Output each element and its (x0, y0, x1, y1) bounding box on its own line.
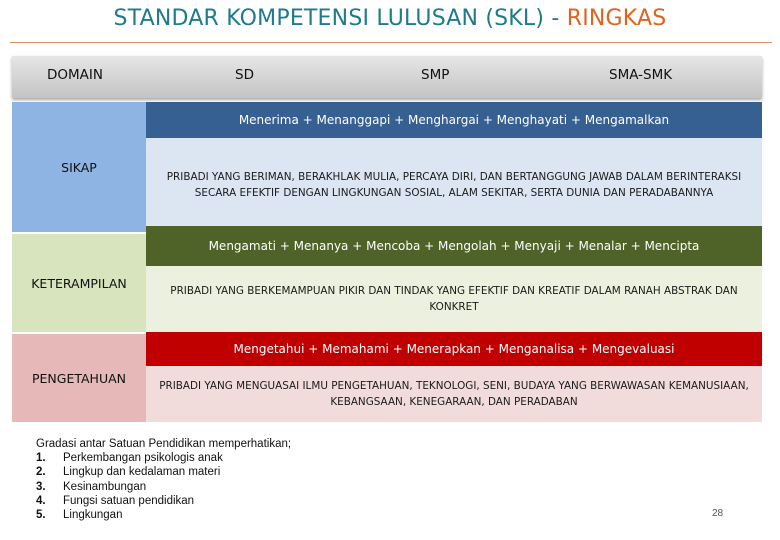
desc-text: PRIBADI YANG BERIMAN, BERAKHLAK MULIA, PERCAYA DIRI, DAN BERTANGGUNG JAWAB DALAM BERINTERAKSI SECARA EFEKTIF DENGAN LINGKUNGAN SOSIAL, ALAM SEKITAR, SERTA DUNIA DAN PERADABANNYA (166, 171, 742, 199)
domain-keterampilan (12, 234, 146, 332)
band-keterampilan (146, 226, 762, 266)
list-number: 3. (36, 480, 46, 493)
desc-pengetahuan (146, 366, 762, 422)
domain-pengetahuan (12, 334, 146, 422)
notes-intro: Gradasi antar Satuan Pendidikan memperhatikan; (36, 438, 292, 450)
list-number: 5. (36, 509, 46, 522)
title-accent: RINGKAS (566, 6, 667, 31)
header-sd: SD (235, 67, 254, 83)
header-sma-smk: SMA-SMK (609, 67, 673, 83)
table-header (12, 56, 762, 98)
header-domain: DOMAIN (47, 67, 103, 83)
list-item (36, 451, 291, 465)
band-label: Mengetahui + Memahami + Menerapkan + Menganalisa + Mengevaluasi (233, 342, 675, 356)
desc-keterampilan (146, 266, 762, 332)
list-text: Fungsi satuan pendidikan (63, 494, 195, 507)
list-number: 2. (36, 466, 46, 479)
page-title (0, 6, 780, 31)
list-text: Perkembangan psikologis anak (63, 452, 223, 465)
list-item (36, 508, 291, 522)
list-text: Lingkungan (63, 509, 123, 522)
domain-label: KETERAMPILAN (31, 275, 127, 291)
header-smp: SMP (421, 67, 450, 83)
title-divider (10, 42, 772, 43)
list-number: 1. (36, 452, 46, 465)
list-text: Kesinambungan (63, 480, 147, 493)
domain-label: PENGETAHUAN (31, 370, 127, 386)
list-item (36, 465, 291, 479)
band-label: Menerima + Menanggapi + Menghargai + Menghayati + Mengamalkan (238, 113, 670, 127)
list-number: 4. (36, 494, 46, 507)
notes-block (36, 437, 291, 522)
desc-sikap (146, 138, 762, 232)
band-label: Mengamati + Menanya + Mencoba + Mengolah + Menyaji + Menalar + Mencipta (208, 239, 700, 253)
domain-label: SIKAP (61, 159, 97, 175)
band-pengetahuan (146, 332, 762, 366)
desc-text: PRIBADI YANG MENGUASAI ILMU PENGETAHUAN, TEKNOLOGI, SENI, BUDAYA YANG BERWAWASAN KEMANUSIAAN, KEBANGSAAN, KENEGARAAN, DAN PERADABAN (159, 380, 749, 408)
list-item (36, 480, 291, 494)
band-sikap (146, 102, 762, 138)
list-item (36, 494, 291, 508)
desc-text: PRIBADI YANG BERKEMAMPUAN PIKIR DAN TINDAK YANG EFEKTIF DAN KREATIF DALAM RANAH ABSTRAK DAN KONKRET (170, 285, 738, 313)
title-main: STANDAR KOMPETENSI LULUSAN (SKL) - (113, 6, 567, 31)
domain-sikap (12, 102, 146, 232)
page-number: 28 (712, 508, 724, 519)
list-text: Lingkup dan kedalaman materi (63, 466, 221, 479)
